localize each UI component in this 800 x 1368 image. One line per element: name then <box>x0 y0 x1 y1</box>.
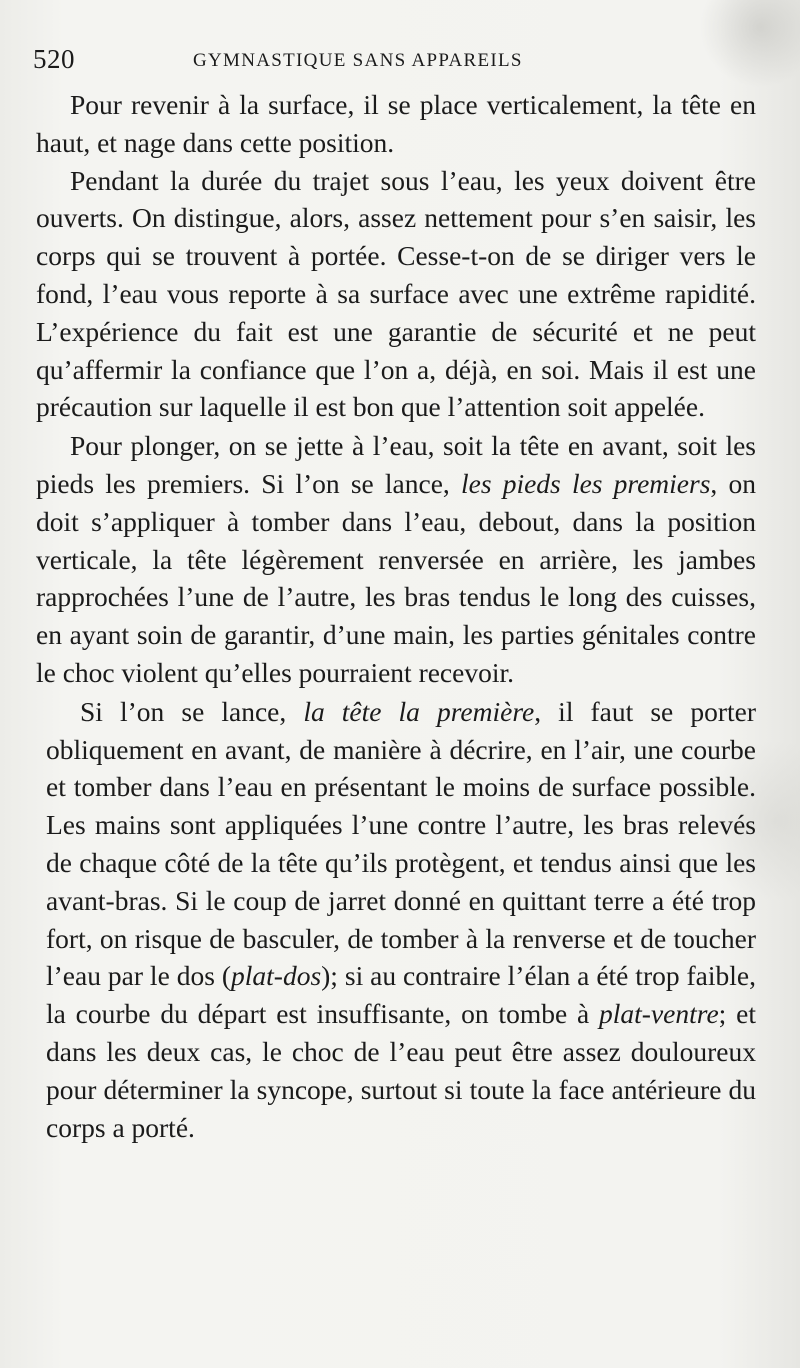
italic-text-run: plat-ventre <box>599 998 719 1030</box>
italic-text-run: plat-dos <box>231 960 322 992</box>
paragraph <box>36 86 756 162</box>
text-run: Pour revenir à la surface, il se place verticalement, la tête en haut, et nage dans cette position. <box>36 89 756 158</box>
paragraph <box>46 693 756 1147</box>
italic-text-run: la tête la première <box>303 695 535 727</box>
body-text <box>36 86 756 1146</box>
page-number: 520 <box>33 44 75 74</box>
page-header <box>33 44 760 80</box>
text-run: , il faut se porter obliquement en avant, de manière à décrire, en l’air, une courbe et tomber dans l’eau en présentant le moins de surface possible. Les mains sont appliquées l’une contre l’autre, les bras relevés de chaque côté de la tête qu’ils protègent, et tendus ainsi que les avant-bras. Si le coup de jarret donné en quittant terre a été trop fort, on risque de basculer, de tomber à la renverse et de toucher l’eau par le dos ( <box>46 695 756 992</box>
italic-text-run: les pieds les premiers <box>460 467 711 499</box>
running-title: GYMNASTIQUE SANS APPAREILS <box>193 50 523 71</box>
text-run: ; et dans les deux cas, le choc de l’eau peut être assez douloureux pour déterminer la syncope, surtout si toute la face antérieure du corps a porté. <box>46 998 756 1143</box>
text-run: Pour plonger, on se jette à l’eau, soit la tête en avant, soit les pieds les premiers. Si l’on se lance, <box>36 430 756 499</box>
text-run: ); si au contraire l’élan a été trop faible, la courbe du départ est insuffisante, on tombe à <box>46 960 756 1030</box>
paragraph <box>36 162 756 427</box>
paragraph <box>36 427 756 692</box>
text-run: Pendant la durée du trajet sous l’eau, les yeux doivent être ouverts. On distingue, alors, assez nettement pour s’en saisir, les corps qui se trouvent à portée. Cesse-t-on de se diriger vers le fond, l’eau vous reporte à sa surface avec une extrême rapidité. L’expérience du fait est une garantie de sécurité et ne peut qu’affermir la confiance que l’on a, déjà, en soi. Mais il est une précaution sur laquelle il est bon que l’attention soit appelée. <box>36 164 756 423</box>
text-run: , on doit s’appliquer à tomber dans l’eau, debout, dans la position verticale, la tête légèrement renversée en arrière, les jambes rapprochées l’une de l’autre, les bras tendus le long des cuisses, en ayant soin de garantir, d’une main, les parties génitales contre le choc violent qu’elles pourraient recevoir. <box>36 467 756 688</box>
text-run: Si l’on se lance, <box>80 695 304 727</box>
